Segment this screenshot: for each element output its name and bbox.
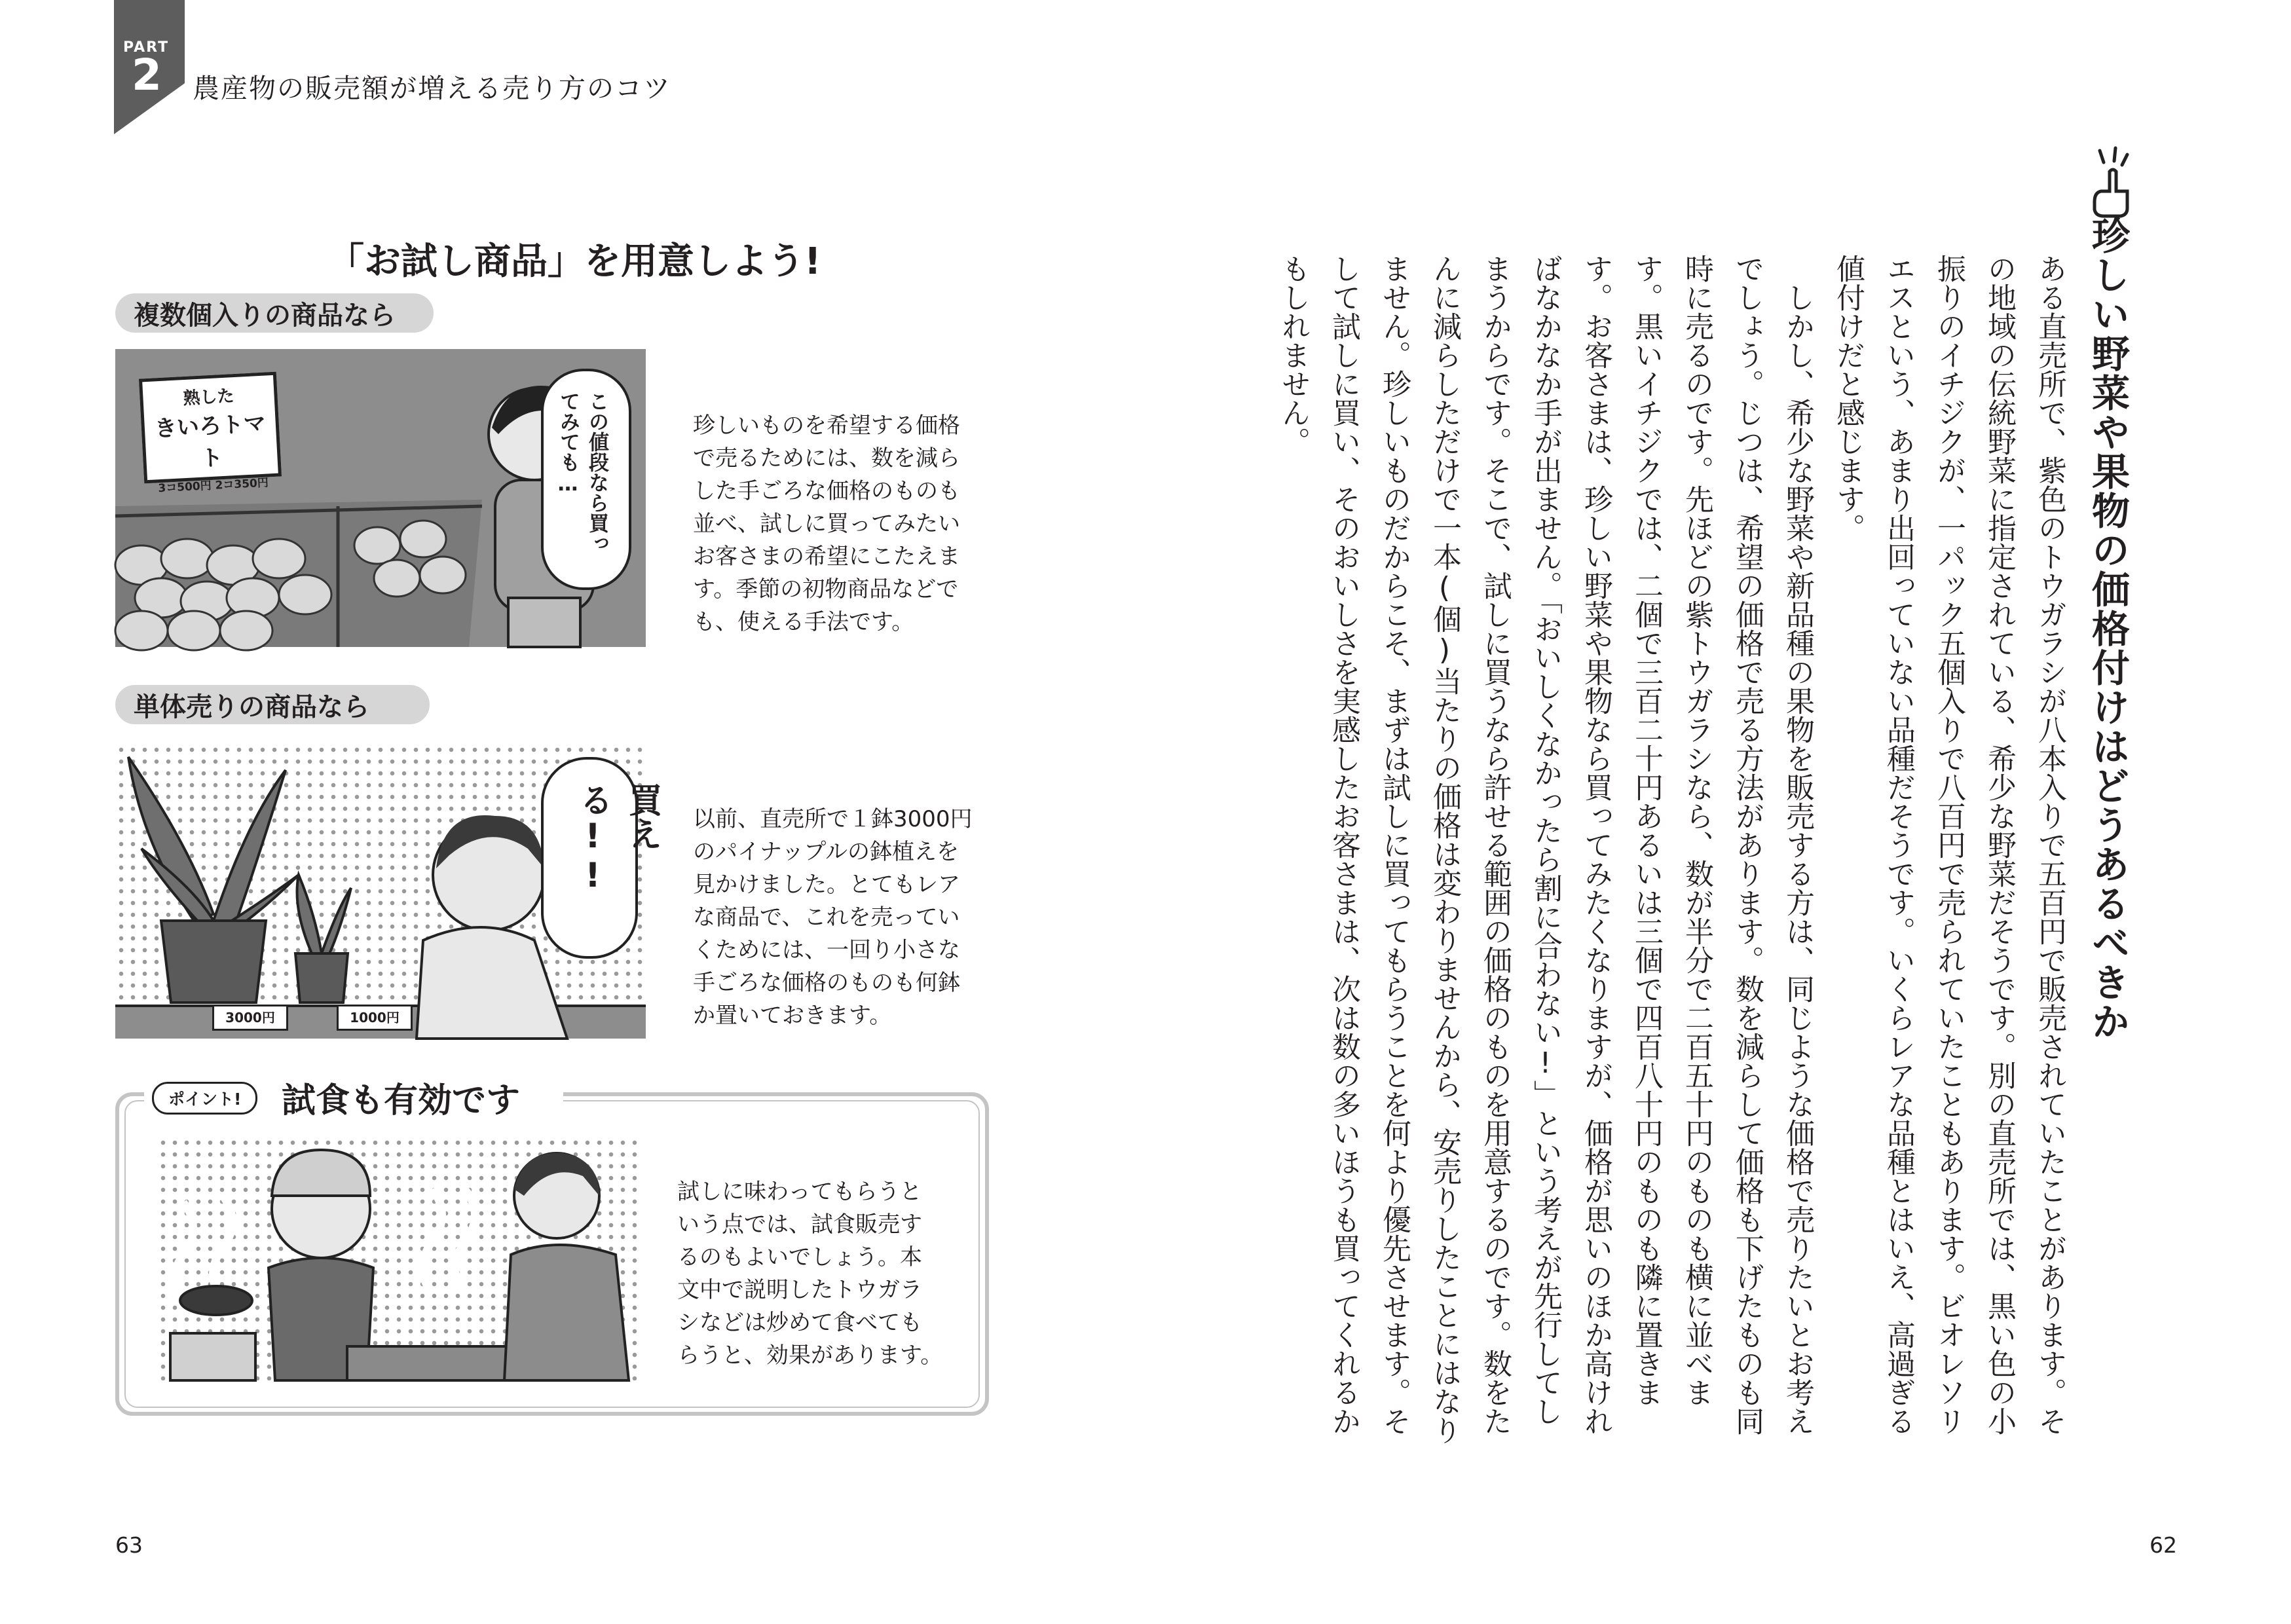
speech-text: この値段なら買ってみても… xyxy=(556,391,608,553)
price-sign xyxy=(139,372,282,496)
page-number-left: 63 xyxy=(115,1532,143,1558)
sign-line-1: 熟した xyxy=(182,386,235,409)
point-badge: ポイント! xyxy=(152,1082,257,1115)
section-title: 「お試し商品」を用意しよう! xyxy=(327,240,821,283)
illustration-pineapple-pots xyxy=(115,744,661,1039)
caption-point: 試しに味わってもらうと いう点では、試食販売す るのもよいでしょう。本 文中で説明したトウガラ シなどは炒めて食べても らうと、効果があります。 xyxy=(677,1179,943,1369)
part-label: PART xyxy=(123,39,170,56)
speech-text-kaeru: 買える!! xyxy=(573,783,661,895)
tasting-illustration xyxy=(157,1137,642,1380)
illustration-tasting xyxy=(157,1137,642,1380)
speech-bubble xyxy=(541,369,631,590)
speech-bubble-kaeru xyxy=(541,757,661,959)
illustration-tomato-stand xyxy=(115,349,646,647)
chapter-title: 農産物の販売額が増える売り方のコツ xyxy=(193,73,671,104)
article-body xyxy=(1268,254,2075,1452)
paragraph-1: ある直売所で、紫色のトウガラシが八本入りで五百円で販売されていたことがあります。その地域の伝統野菜に指定されている、希少な野菜だそうです。別の直売所では、黒い色の小振りのイチジクが、一パック五個入りで八百円で売られていたこともあります。ビオレソリエスという、あまり出回っていない品種だそうです。いくらレアな品種とはいえ、高過ぎる値付けだと感じます。 xyxy=(1831,254,2066,1435)
point-title: 試食も有効です xyxy=(282,1081,521,1120)
pill-label-multi: 複数個入りの商品なら xyxy=(115,293,434,333)
price-tag-1000: 1000円 xyxy=(337,1005,413,1031)
sign-line-3: 3コ500円 2コ350円 xyxy=(157,476,269,496)
page-number-right: 62 xyxy=(2150,1532,2177,1558)
paragraph-2: しかし、希少な野菜や新品種の果物を販売する方は、同じような価格で売りたいとお考えでしょう。じつは、希望の価格で売る方法があります。数を減らして価格も下げたものも同時に売るのです。先ほどの紫トウガラシなら、数が半分で二百五十円のものも横に並べます。黒いイチジクでは、二個で三百二十円あるいは三個で四百八十円のものも隣に置きます。お客さまは、珍しい野菜や果物なら買ってみたくなりますが、価格が思いのほか高ければなかなか手が出ません。「おいしくなかったら割に合わない!」という考えが先行してしまうからです。そこで、試しに買うなら許せる範囲の価格のものを用意するのです。数をたんに減らしただけで一本(個)当たりの価格は変わりませんから、安売りしたことにはなりません。珍しいものだからこそ、まずは試しに買ってもらうことを何より優先させます。そして試しに買い、そのおいしさを実感したお客さまは、次は数の多いほうも買ってくれるかもしれません。 xyxy=(1276,254,1814,1445)
caption-single: 以前、直売所で１鉢3000円 のパイナップルの鉢植えを 見かけました。とてもレア な商品で、これを売ってい くためには、一回り小さな 手ごろな価格のものも何鉢 か置いておきます。 xyxy=(693,806,973,1029)
article-heading: 珍しい野菜や果物の価格付けはどうあるべきか xyxy=(2085,216,2130,1041)
pointing-hand-icon xyxy=(2087,145,2133,217)
sign-line-2: きいろトマト xyxy=(153,410,267,472)
part-number: 2 xyxy=(132,50,162,100)
price-tag-3000: 3000円 xyxy=(212,1005,288,1031)
pill-label-single: 単体売りの商品なら xyxy=(115,685,430,724)
caption-multi: 珍しいものを希望する価格 で売るためには、数を減ら した手ごろな価格のものも 並べ、試しに買ってみたい お客さまの希望にこたえま す。季節の初物商品などで も、使える手法です。 xyxy=(693,413,960,635)
